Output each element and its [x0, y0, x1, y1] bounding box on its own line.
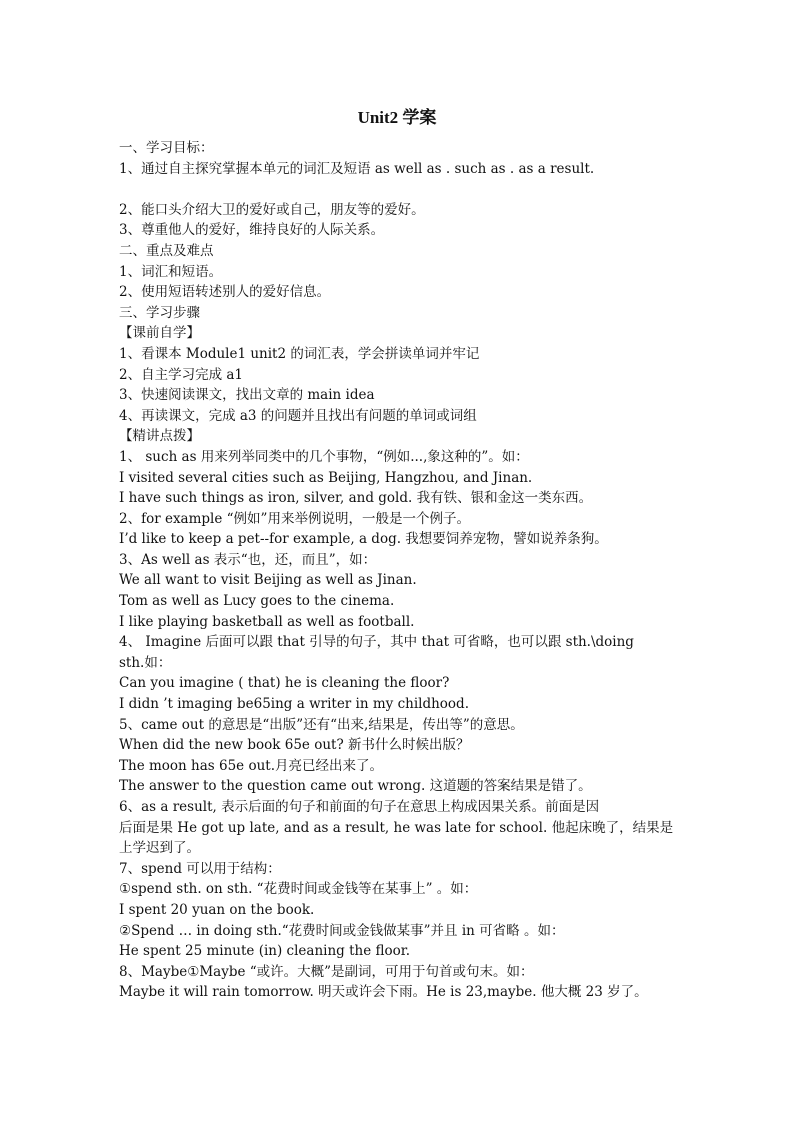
text-line: 一、学习目标： — [119, 140, 214, 156]
text-line: 二、重点及难点 — [119, 242, 214, 259]
text-line: 4、 Imagine 后面可以跟 that 引导的句子，其中 that 可省略，也可以跟 sth.\doing — [119, 634, 634, 651]
text-line: The moon has 65e out.月亮已经出来了。 — [119, 757, 383, 774]
text-line: He spent 25 minute (in) cleaning the floor. — [119, 943, 411, 960]
text-line: Maybe it will rain tomorrow. 明天或许会下雨。He is 23,maybe. 他大概 23 岁了。 — [119, 984, 648, 1001]
text-line: 5、came out 的意思是“出版”还有“出来,结果是，传出等”的意思。 — [119, 716, 524, 733]
text-line: 4、再读课文，完成 a3 的问题并且找出有问题的单词或词组 — [119, 407, 477, 424]
text-line: 【精讲点拨】 — [119, 428, 200, 445]
text-line: I like playing basketball as well as football. — [119, 613, 415, 630]
document-body — [119, 138, 679, 1003]
text-line: 2、能口头介绍大卫的爱好或自己，朋友等的爱好。 — [119, 201, 425, 218]
text-line: The answer to the question came out wrong. 这道题的答案结果是错了。 — [119, 778, 592, 795]
text-line: 8、Maybe①Maybe “或许。大概”是副词，可用于句首或句末。如： — [119, 963, 534, 980]
text-line: 1、看课本 Module1 unit2 的词汇表，学会拼读单词并牢记 — [119, 345, 480, 362]
text-line: 2、自主学习完成 a1 — [119, 366, 244, 383]
text-line: 1、 such as 用来列举同类中的几个事物，“例如...,象这种的”。如： — [119, 448, 529, 465]
text-line: 3、尊重他人的爱好，维持良好的人际关系。 — [119, 222, 385, 239]
text-line: I spent 20 yuan on the book. — [119, 901, 315, 918]
text-line: I visited several cities such as Beijing, Hangzhou, and Jinan. — [119, 469, 533, 486]
text-line: 【课前自学】 — [119, 325, 200, 342]
text-line: 3、快速阅读课文，找出文章的 main idea — [119, 387, 375, 404]
text-line: ②Spend … in doing sth.“花费时间或金钱做某事”并且 in 可省略 。如： — [119, 922, 565, 939]
text-line: ①spend sth. on sth. “花费时间或金钱等在某事上” 。如： — [119, 881, 478, 898]
text-line: 3、As well as 表示“也，还，而且”，如： — [119, 551, 377, 568]
blank-line — [119, 179, 679, 200]
text-line: We all want to visit Beijing as well as Jinan. — [119, 572, 417, 589]
text-line: 2、使用短语转述别人的爱好信息。 — [119, 284, 331, 301]
text-line: 6、as a result, 表示后面的句子和前面的句子在意思上构成因果关系。前面是因 — [119, 799, 600, 815]
text-line: sth.如： — [119, 654, 172, 671]
text-line: I’d like to keep a pet--for example, a dog. 我想要饲养宠物，譬如说养条狗。 — [119, 531, 608, 548]
text-line: I have such things as iron, silver, and gold. 我有铁、银和金这一类东西。 — [119, 490, 593, 507]
text-line: 2、for example “例如”用来举例说明，一般是一个例子。 — [119, 510, 470, 527]
text-line: Tom as well as Lucy goes to the cinema. — [119, 593, 395, 610]
text-line: 1、通过自主探究掌握本单元的词汇及短语 as well as . such as . as a result. — [119, 160, 595, 177]
text-line: 1、词汇和短语。 — [119, 263, 223, 280]
text-line: I didn ’t imaging be65ing a writer in my childhood. — [119, 696, 469, 713]
text-line: 后面是果 He got up late, and as a result, he was late for school. 他起床晚了，结果是 — [119, 819, 674, 836]
document-title: Unit2 学案 — [357, 108, 437, 127]
text-line: When did the new book 65e out? 新书什么时候出版？ — [119, 737, 470, 754]
text-line: 上学迟到了。 — [119, 840, 200, 857]
text-line: 三、学习步骤 — [119, 304, 200, 321]
text-line: 7、spend 可以用于结构： — [119, 860, 281, 877]
text-line: Can you imagine ( that) he is cleaning the floor? — [119, 675, 450, 692]
